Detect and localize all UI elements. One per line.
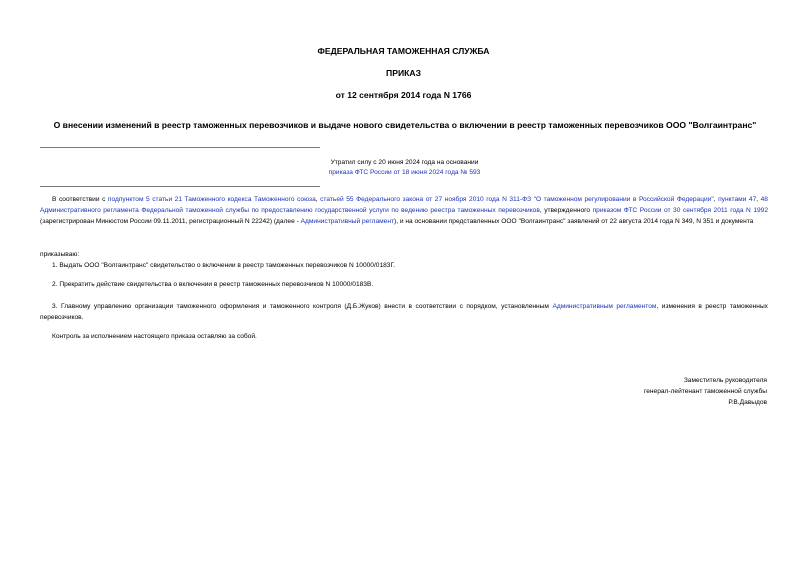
reglament-link-2[interactable]: Административным регламентом	[552, 303, 657, 310]
federal-law-link[interactable]: статьей 55 Федерального закона от 27 ноября 2010 года N 311-ФЗ "О таможенном регулировании в Российской Федерации"	[320, 196, 714, 203]
lost-force-note-line2	[322, 168, 487, 178]
reglament-point-47-link[interactable]: пунктами 47	[718, 196, 757, 203]
divider-top	[40, 147, 320, 148]
lost-force-note: Утратил силу с 20 июня 2024 года на основании	[330, 159, 479, 166]
item-3-text-end: , изменения в реестр таможенных перевозчиков.	[40, 303, 768, 321]
preamble-text: , утвержденного	[539, 207, 593, 214]
order-word: приказываю:	[40, 251, 80, 258]
control-clause: Контроль за исполнением настоящего приказа оставляю за собой.	[52, 333, 257, 340]
preamble-text: ), и на основании представленных ООО "Волгаинтранс" заявлений от 22 августа 2014 года N 349, N 351 и документа	[394, 218, 754, 225]
reglament-link[interactable]: Административный регламент	[300, 218, 394, 225]
preamble-text: В соответствии с	[52, 196, 108, 203]
document-date: от 12 сентября 2014 года N 1766	[335, 90, 472, 100]
customs-code-link[interactable]: подпунктом 5 статьи 21 Таможенного кодекса Таможенного союза	[107, 196, 316, 203]
item-1: 1. Выдать ООО "Волгаинтранс" свидетельство о включении в реестр таможенных перевозчиков N 10000/0183Г.	[52, 262, 396, 269]
signer-position: Заместитель руководителя	[683, 377, 767, 384]
preamble-text: ,	[315, 196, 321, 203]
item-3	[40, 301, 768, 323]
preamble-text: (зарегистрирован Минюстом России 09.11.2011, регистрационный N 22242) (далее -	[40, 218, 301, 225]
item-3-text: 3. Главному управлению организации таможенного оформления и таможенного контроля (Д.Б.Жуков) внести в соответствии с порядком, установленным	[52, 303, 553, 310]
divider-bottom	[40, 186, 320, 187]
preamble-text: ,	[756, 196, 761, 203]
reglament-point-48-link[interactable]: 48 Административного регламента Федеральной таможенной службы по предоставлению государственной услуги по ведению реестра таможенных перевозчиков	[40, 196, 768, 214]
item-2: 2. Прекратить действие свидетельства о включении в реестр таможенных перевозчиков N 10000/0183В.	[52, 281, 374, 288]
agency-name: ФЕДЕРАЛЬНАЯ ТАМОЖЕННАЯ СЛУЖБА	[317, 46, 490, 56]
preamble-paragraph	[40, 194, 768, 227]
lost-force-link[interactable]: приказа ФТС России от 18 июня 2024 года № 593	[328, 169, 481, 176]
fts-order-1992-link[interactable]: приказом ФТС России от 30 сентября 2011 года N 1992	[592, 207, 768, 214]
document-type: ПРИКАЗ	[386, 68, 421, 78]
signer-rank: генерал-лейтенант таможенной службы	[643, 388, 767, 395]
document-title: О внесении изменений в реестр таможенных перевозчиков и выдаче нового свидетельства о включении в реестр таможенных перевозчиков ООО "Волгаинтранс"	[53, 120, 757, 130]
signer-name: Р.В.Давыдов	[728, 399, 767, 406]
signature-block	[644, 375, 767, 408]
preamble-text: ,	[713, 196, 719, 203]
